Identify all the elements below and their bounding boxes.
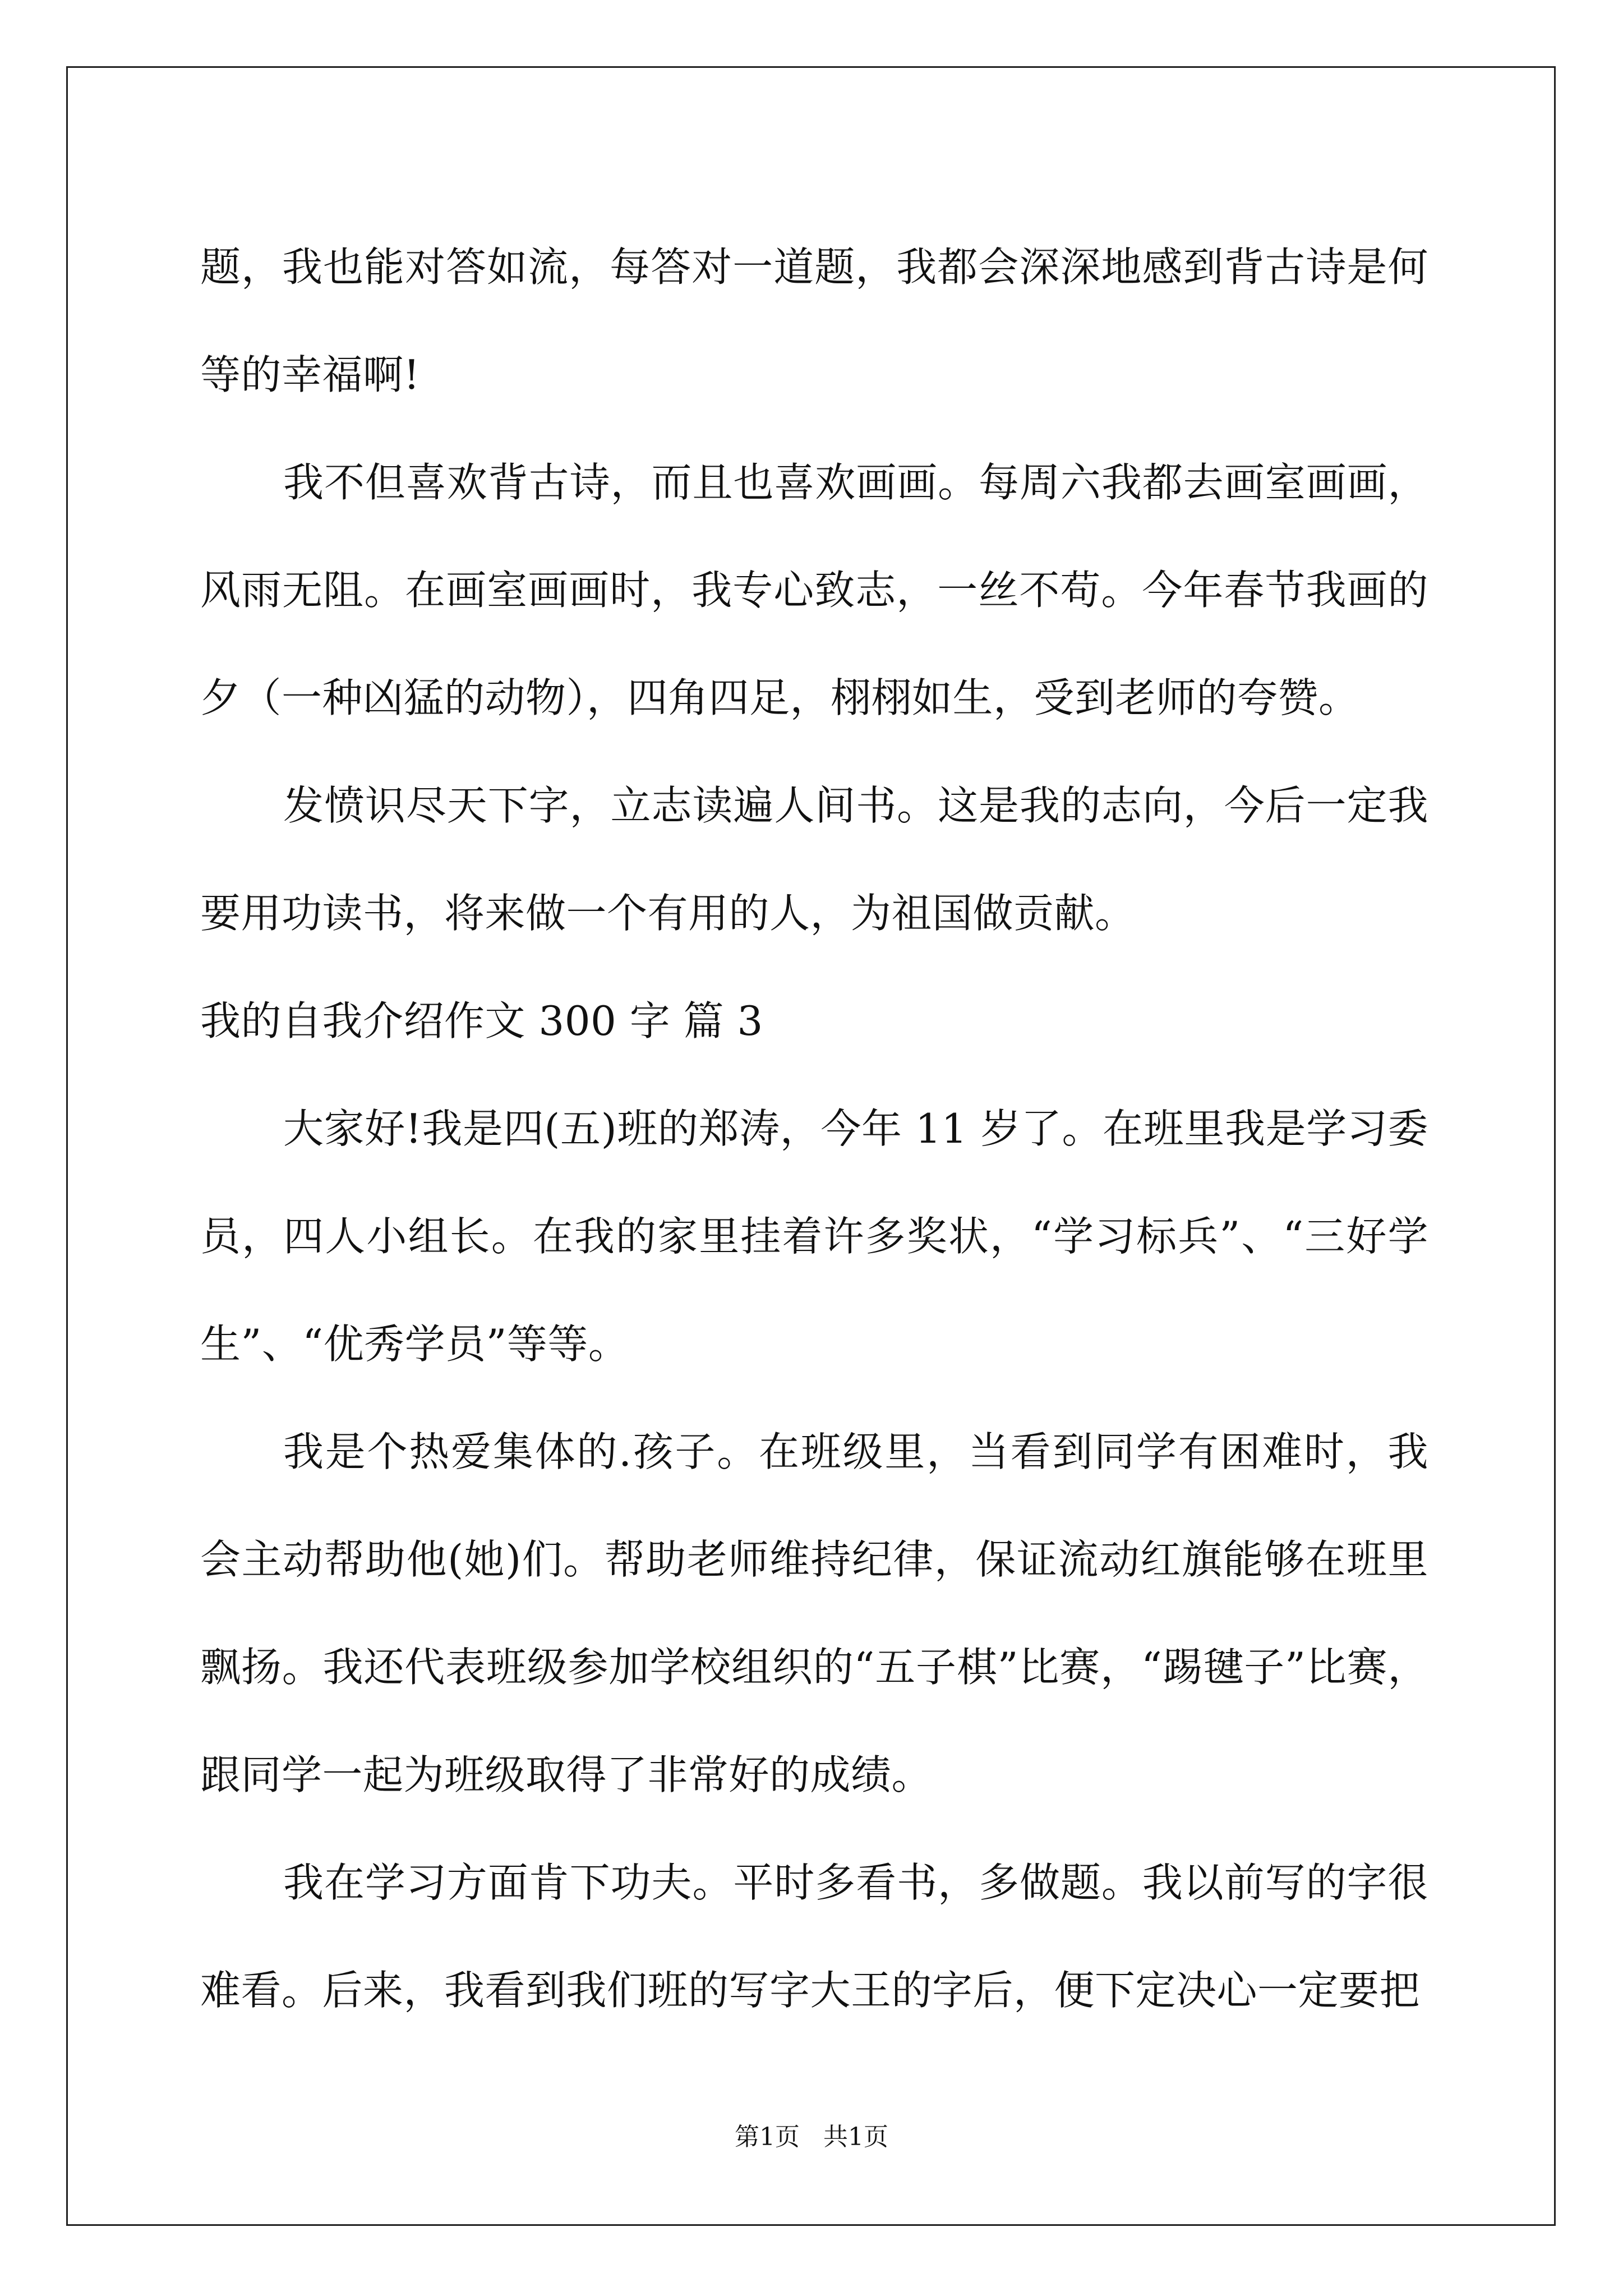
paragraph-study: 我在学习方面肯下功夫。平时多看书，多做题。我以前写的字很难看。后来，我看到我们班的写字大王的字后，便下定决心一定要把 [200, 1859, 1428, 2014]
document-body [200, 213, 1428, 2044]
paragraph-painting: 我不但喜欢背古诗，而且也喜欢画画。每周六我都去画室画画，风雨无阻。在画室画画时，我专心致志，一丝不苟。今年春节我画的夕（一种凶猛的动物），四角四足，栩栩如生，受到老师的夸赞。 [200, 459, 1428, 721]
paragraph-introduction: 大家好!我是四(五)班的郑涛，今年 11 岁了。在班里我是学习委员，四人小组长。在我的家里挂着许多奖状，“学习标兵”、“三好学生”、“优秀学员”等等。 [200, 1105, 1428, 1368]
section-heading: 我的自我介绍作文 300 字 篇 3 [200, 997, 763, 1045]
page-number-footer: 第1页 共1页 [735, 2123, 888, 2151]
paragraph-continuation: 题，我也能对答如流，每答对一道题，我都会深深地感到背古诗是何等的幸福啊! [200, 243, 1428, 398]
paragraph-collective: 我是个热爱集体的.孩子。在班级里，当看到同学有困难时，我会主动帮助他(她)们。帮助老师维持纪律，保证流动红旗能够在班里飘扬。我还代表班级参加学校组织的“五子棋”比赛，“踢毽子”比赛，跟同学一起为班级取得了非常好的成绩。 [200, 1428, 1428, 1798]
paragraph-aspiration: 发愤识尽天下字，立志读遍人间书。这是我的志向，今后一定我要用功读书，将来做一个有用的人，为祖国做贡献。 [200, 782, 1428, 937]
